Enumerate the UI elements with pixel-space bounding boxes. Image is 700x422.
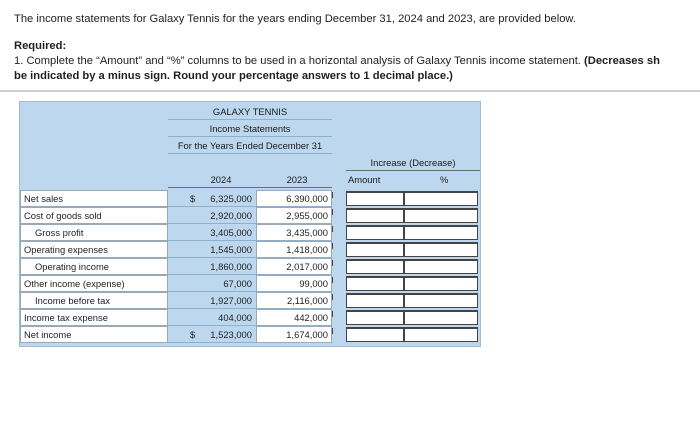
amount-input[interactable] xyxy=(346,276,404,291)
cell-marker xyxy=(332,260,333,266)
required-instruction-plain: 1. Complete the “Amount” and “%” columns to be used in a horizontal analysis of Galaxy Tennis income statement. xyxy=(14,55,585,67)
cell-marker xyxy=(332,226,333,232)
required-instruction-bold: (Decreases sh xyxy=(584,55,660,67)
amount-input[interactable] xyxy=(346,293,404,308)
amount-input[interactable] xyxy=(346,225,404,240)
cell-marker xyxy=(332,311,333,317)
cell-marker xyxy=(332,192,333,198)
currency-symbol-2024: $ xyxy=(190,329,196,340)
year-header-underline xyxy=(168,187,332,188)
value-2024: 3,405,000 xyxy=(210,227,252,238)
row-label: Other income (expense) xyxy=(20,275,168,292)
value-2023: 442,000 xyxy=(294,312,328,323)
value-2023: 2,116,000 xyxy=(286,295,328,306)
intro-text: The income statements for Galaxy Tennis for the years ending December 31, 2024 and 2023, are provided below. xyxy=(14,13,576,25)
row-divider xyxy=(168,342,332,343)
required-title: Required: xyxy=(14,40,67,52)
change-header-underline xyxy=(346,170,480,171)
header-divider xyxy=(168,119,332,120)
company-name: GALAXY TENNIS xyxy=(212,106,288,117)
statement-title: Income Statements xyxy=(209,123,291,134)
value-2023: 1,674,000 xyxy=(286,329,328,340)
percent-input[interactable] xyxy=(404,225,478,240)
value-2024: 1,545,000 xyxy=(210,244,252,255)
row-label: Net sales xyxy=(20,190,168,207)
cell-marker xyxy=(332,277,333,283)
percent-input[interactable] xyxy=(404,191,478,206)
value-2024: 404,000 xyxy=(218,312,252,323)
value-2023: 6,390,000 xyxy=(286,193,328,204)
percent-input[interactable] xyxy=(404,208,478,223)
col-header-2023: 2023 xyxy=(286,174,308,185)
row-label: Operating expenses xyxy=(20,241,168,258)
col-header-2024: 2024 xyxy=(210,174,232,185)
value-2024: 1,927,000 xyxy=(210,295,252,306)
value-2023: 2,017,000 xyxy=(286,261,328,272)
row-label: Net income xyxy=(20,326,168,343)
currency-symbol-2024: $ xyxy=(190,193,196,204)
value-2024: 6,325,000 xyxy=(210,193,252,204)
header-divider xyxy=(168,153,332,154)
section-divider xyxy=(0,90,700,92)
amount-input[interactable] xyxy=(346,327,404,342)
income-statement-table xyxy=(19,101,481,347)
change-header: Increase (Decrease) xyxy=(370,157,456,168)
cell-marker xyxy=(332,209,333,215)
amount-input[interactable] xyxy=(346,259,404,274)
cell-marker xyxy=(332,243,333,249)
value-2023: 1,418,000 xyxy=(286,244,328,255)
required-instruction-line1 xyxy=(14,55,660,67)
row-label: Income tax expense xyxy=(20,309,168,326)
row-label: Gross profit xyxy=(20,224,168,241)
percent-input[interactable] xyxy=(404,310,478,325)
value-2023: 3,435,000 xyxy=(286,227,328,238)
header-divider xyxy=(168,136,332,137)
percent-input[interactable] xyxy=(404,242,478,257)
value-2023: 99,000 xyxy=(299,278,328,289)
value-2024: 1,860,000 xyxy=(210,261,252,272)
row-label: Income before tax xyxy=(20,292,168,309)
cell-marker xyxy=(332,294,333,300)
amount-input[interactable] xyxy=(346,191,404,206)
required-instruction-line2: be indicated by a minus sign. Round your percentage answers to 1 decimal place.) xyxy=(14,70,453,82)
amount-input[interactable] xyxy=(346,208,404,223)
value-2024: 2,920,000 xyxy=(210,210,252,221)
row-label: Cost of goods sold xyxy=(20,207,168,224)
value-2023: 2,955,000 xyxy=(286,210,328,221)
row-label: Operating income xyxy=(20,258,168,275)
percent-input[interactable] xyxy=(404,276,478,291)
amount-input[interactable] xyxy=(346,242,404,257)
percent-input[interactable] xyxy=(404,259,478,274)
percent-input[interactable] xyxy=(404,293,478,308)
value-2024: 1,523,000 xyxy=(210,329,252,340)
cell-marker xyxy=(332,328,333,334)
amount-input[interactable] xyxy=(346,310,404,325)
value-2024: 67,000 xyxy=(223,278,252,289)
col-header-percent: % xyxy=(440,174,449,185)
percent-input[interactable] xyxy=(404,327,478,342)
statement-period: For the Years Ended December 31 xyxy=(177,140,323,151)
col-header-amount: Amount xyxy=(348,174,381,185)
